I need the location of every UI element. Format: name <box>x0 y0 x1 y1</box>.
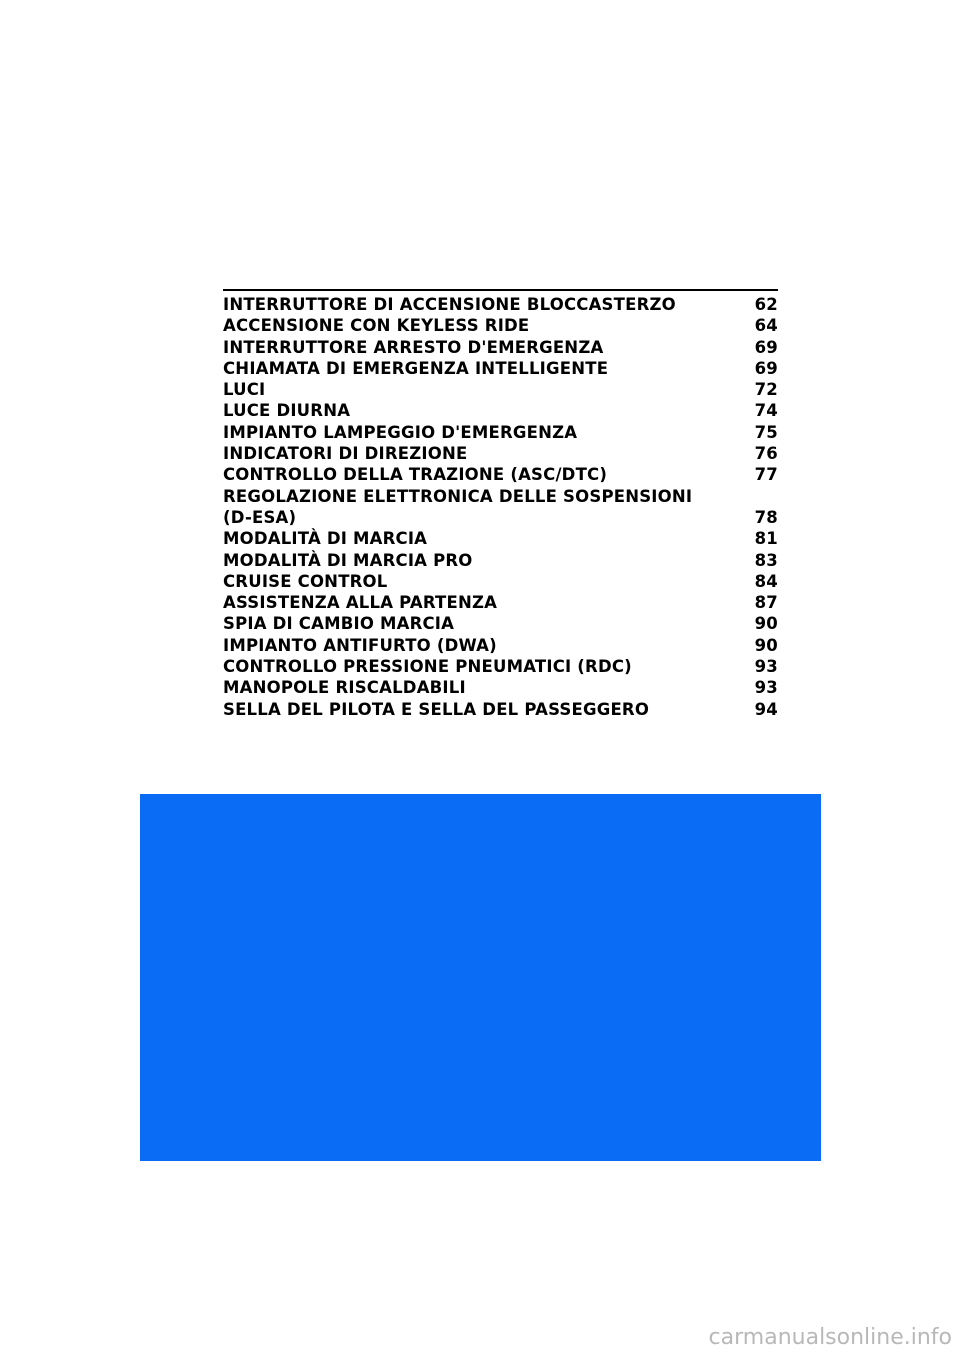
toc-entry-page: 76 <box>754 444 778 464</box>
toc-entry-page: 94 <box>754 699 778 719</box>
toc-entry-title: SPIA DI CAMBIO MARCIA <box>223 614 455 634</box>
toc-entry-page: 90 <box>754 614 778 634</box>
toc-entry[interactable] <box>223 379 778 400</box>
toc-entry-page: 72 <box>754 380 778 400</box>
toc-entry-title: ASSISTENZA ALLA PARTENZA <box>223 593 498 613</box>
toc-entry-page: 69 <box>754 358 778 378</box>
toc-entry-page: 81 <box>754 529 778 549</box>
toc-entry[interactable] <box>223 656 778 677</box>
toc-entry[interactable] <box>223 592 778 613</box>
toc-entry-title: CONTROLLO DELLA TRAZIONE (ASC/DTC) <box>223 465 608 485</box>
toc-entry-title: IMPIANTO LAMPEGGIO D'EMERGENZA <box>223 422 578 442</box>
toc-entry[interactable] <box>223 443 778 464</box>
toc-entry-title: CRUISE CONTROL <box>223 571 388 591</box>
toc-entry-page: 69 <box>754 337 778 357</box>
toc-entry[interactable] <box>223 315 778 336</box>
toc-entry-title: REGOLAZIONE ELETTRONICA DELLE SOSPENSIONI (D-ESA) <box>223 486 693 527</box>
toc-entry-title: INTERRUTTORE ARRESTO D'EMERGENZA <box>223 337 604 357</box>
toc-entry[interactable] <box>223 699 778 720</box>
toc-entry[interactable] <box>223 635 778 656</box>
toc-entry-page: 62 <box>754 295 778 314</box>
toc-entry-title: SELLA DEL PILOTA E SELLA DEL PASSEGGERO <box>223 699 650 719</box>
toc-entry[interactable] <box>223 400 778 421</box>
toc-entry-page: 74 <box>754 401 778 421</box>
toc-entry-title: LUCI <box>223 380 266 400</box>
toc-entry[interactable] <box>223 294 778 315</box>
toc-entry-title: IMPIANTO ANTIFURTO (DWA) <box>223 635 497 655</box>
toc-entry-title: MANOPOLE RISCALDABILI <box>223 678 466 698</box>
toc-entry[interactable] <box>223 464 778 485</box>
toc-entry-page: 64 <box>754 316 778 336</box>
toc-entry-title: INTERRUTTORE DI ACCENSIONE BLOCCASTERZO <box>223 295 676 314</box>
toc-entry[interactable] <box>223 550 778 571</box>
toc-entry-title: LUCE DIURNA <box>223 401 351 421</box>
toc-entry[interactable] <box>223 528 778 549</box>
toc-entry[interactable] <box>223 677 778 698</box>
toc-entry-page: 90 <box>754 635 778 655</box>
toc-entry-title: INDICATORI DI DIREZIONE <box>223 444 468 464</box>
toc-entry-page: 75 <box>754 422 778 442</box>
toc-entry-page: 83 <box>754 550 778 570</box>
watermark: carmanualsonline.info <box>708 1325 952 1350</box>
toc-entry-title: ACCENSIONE CON KEYLESS RIDE <box>223 316 530 336</box>
toc-entry[interactable] <box>223 422 778 443</box>
toc-entry-title: CONTROLLO PRESSIONE PNEUMATICI (RDC) <box>223 657 632 677</box>
toc-entry-page: 87 <box>754 593 778 613</box>
toc-entry-title: CHIAMATA DI EMERGENZA INTELLIGENTE <box>223 358 609 378</box>
blue-section-block <box>140 794 821 1161</box>
toc-entry[interactable] <box>223 337 778 358</box>
toc-entry[interactable] <box>223 486 778 529</box>
toc-entry[interactable] <box>223 613 778 634</box>
toc-entry[interactable] <box>223 358 778 379</box>
toc-entry-page: 78 <box>754 507 778 527</box>
toc-entry-page: 84 <box>754 571 778 591</box>
toc-entry-page: 77 <box>754 465 778 485</box>
toc-entry-page: 93 <box>754 657 778 677</box>
table-of-contents <box>223 289 778 720</box>
toc-entry-title: MODALITÀ DI MARCIA <box>223 529 428 549</box>
toc-entry-page: 93 <box>754 678 778 698</box>
toc-entry-title: MODALITÀ DI MARCIA PRO <box>223 550 473 570</box>
toc-entry[interactable] <box>223 571 778 592</box>
